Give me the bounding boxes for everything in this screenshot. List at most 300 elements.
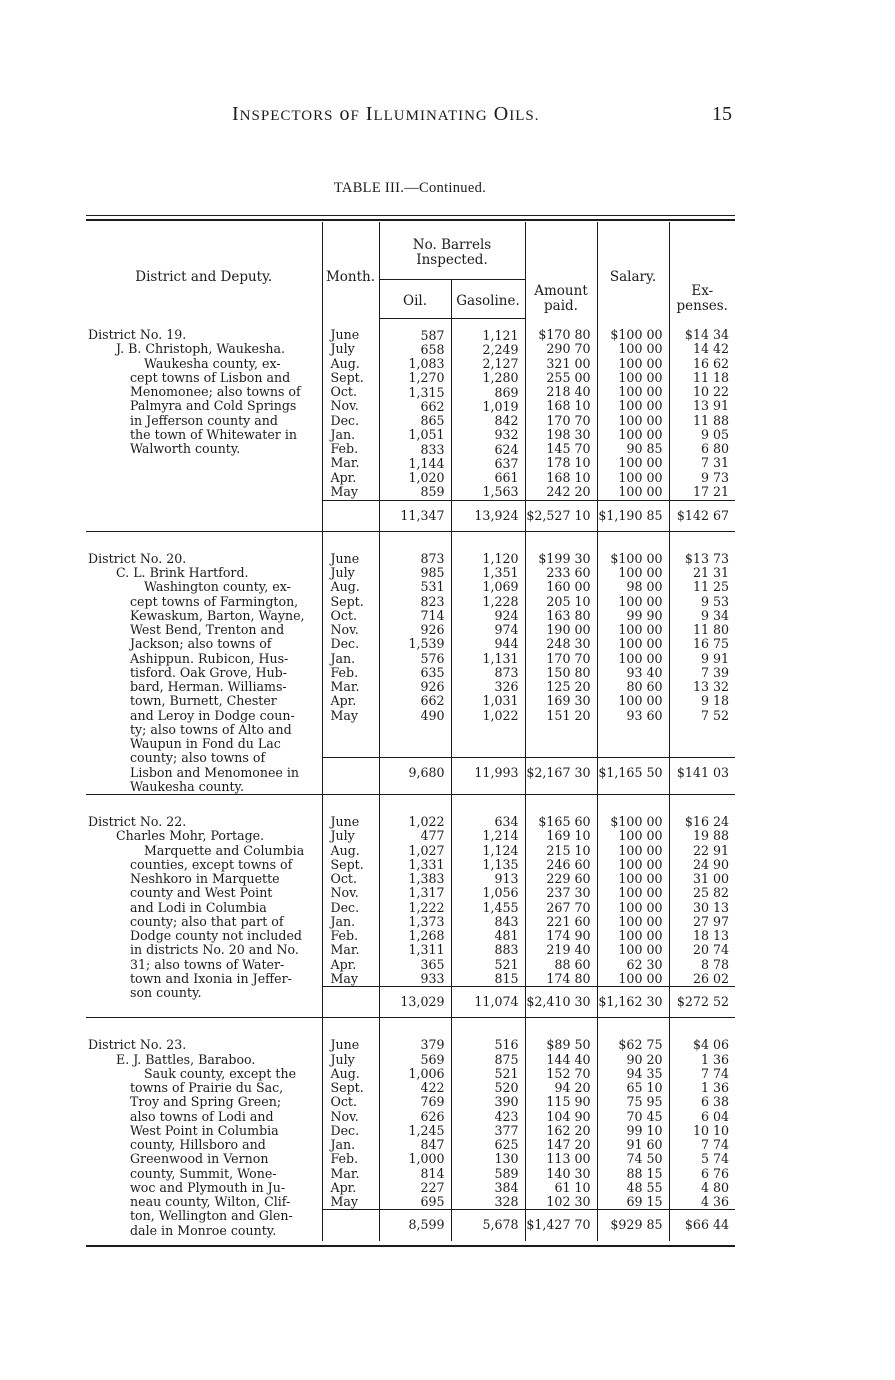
- salary-value: 94 35: [626, 1065, 663, 1081]
- month-label: Apr.: [330, 956, 357, 972]
- month-label: Jan.: [330, 1137, 356, 1152]
- table-top-rule: [86, 215, 735, 216]
- amount-value: $170 80: [538, 327, 591, 342]
- separator-cell: [597, 795, 669, 806]
- territory-line: ty; also towns of Alto and: [130, 721, 292, 737]
- gasoline-value: 1,069: [482, 579, 519, 595]
- expenses-value: 4 80: [700, 1179, 729, 1195]
- month-label: Nov.: [330, 622, 359, 637]
- expenses-total: $141 03: [669, 757, 735, 794]
- amount-value: 102 30: [546, 1194, 591, 1209]
- separator-cell: [669, 795, 735, 806]
- gasoline-value: 1,124: [482, 842, 519, 858]
- month-label: Apr.: [330, 1179, 357, 1195]
- month-label: July: [330, 828, 355, 844]
- amount-value: 140 30: [546, 1165, 591, 1181]
- salary-value: 100 00: [618, 426, 663, 442]
- month-label: Feb.: [330, 664, 359, 680]
- gasoline-value: 974: [494, 622, 519, 637]
- month-label: Dec.: [330, 1122, 360, 1138]
- amount-value: 125 20: [546, 679, 591, 694]
- salary-value: 88 15: [626, 1165, 663, 1181]
- district-block: [86, 1028, 735, 1210]
- salary-value: 48 55: [626, 1179, 663, 1195]
- territory-line: and Lodi in Columbia: [130, 899, 267, 915]
- expenses-value: 9 18: [700, 693, 729, 709]
- oil-value: 1,144: [408, 455, 445, 471]
- salary-value: 100 00: [618, 942, 663, 958]
- expenses-value: 7 31: [700, 455, 729, 471]
- month-label: Nov.: [330, 885, 359, 901]
- salary-value: 100 00: [618, 650, 663, 666]
- district-block: [86, 318, 735, 500]
- salary-value: 100 00: [618, 693, 663, 709]
- col-header-amount: Amount paid.: [525, 222, 597, 318]
- col-header-month: Month.: [322, 222, 379, 318]
- territory-line: cept towns of Farmington,: [130, 593, 299, 609]
- salary-value: 93 60: [626, 707, 663, 723]
- gasoline-value: 661: [494, 470, 519, 485]
- gasoline-value: 624: [494, 441, 519, 457]
- expenses-value: 30 13: [692, 899, 729, 915]
- salary-value: $100 00: [610, 814, 663, 829]
- salary-value: 99 10: [626, 1122, 663, 1138]
- page-number: 15: [712, 103, 732, 125]
- deputy-name: Charles Mohr, Portage.: [116, 828, 265, 844]
- month-label: Sept.: [330, 856, 364, 872]
- oil-total: 11,347: [379, 500, 451, 531]
- month-label: Oct.: [330, 1094, 357, 1110]
- gasoline-value: 2,249: [482, 341, 519, 357]
- oil-value: 662: [420, 693, 445, 709]
- gasoline-value: 913: [494, 871, 519, 886]
- territory-line: county, Summit, Wone-: [130, 1165, 277, 1181]
- expenses-value: 7 52: [700, 707, 729, 723]
- month-label: Oct.: [330, 871, 357, 886]
- month-label: Dec.: [330, 636, 360, 652]
- separator-cell: [669, 531, 735, 542]
- amount-value: $199 30: [538, 550, 591, 566]
- district-description: [86, 1028, 322, 1240]
- oil-value: 859: [420, 484, 445, 500]
- amount-value: 104 90: [546, 1108, 591, 1124]
- expenses-value: 13 32: [692, 679, 729, 694]
- month-label: Mar.: [330, 942, 360, 958]
- expenses-value: 25 82: [692, 885, 729, 901]
- salary-value: 93 40: [626, 664, 663, 680]
- month-label: Feb.: [330, 441, 359, 456]
- amount-value: 267 70: [546, 899, 591, 915]
- separator-desc: [86, 531, 322, 542]
- month-label: Aug.: [330, 355, 360, 371]
- amount-value: 162 20: [546, 1122, 591, 1138]
- district-description: [86, 805, 322, 1018]
- salary-value: 100 00: [618, 970, 663, 986]
- oil-value: 477: [420, 828, 445, 844]
- amount-value: 163 80: [546, 607, 591, 623]
- territory-line: West Point in Columbia: [130, 1122, 279, 1138]
- amount-value: 160 00: [546, 579, 591, 595]
- amount-value: 178 10: [546, 455, 591, 471]
- salary-value: 98 00: [626, 579, 663, 595]
- territory-line: Kewaskum, Barton, Wayne,: [130, 607, 305, 623]
- separator-cell: [451, 531, 525, 542]
- salary-value: 100 00: [618, 842, 663, 858]
- territory-line: tisford. Oak Grove, Hub-: [130, 664, 287, 680]
- oil-value: 865: [420, 413, 445, 428]
- amount-value: 169 30: [546, 693, 591, 709]
- month-label: Jan.: [330, 650, 356, 666]
- amount-value: 113 00: [546, 1151, 591, 1167]
- col-header-gasoline: Gasoline.: [451, 279, 525, 318]
- month-label: Jan.: [330, 913, 356, 929]
- description-text: [86, 552, 322, 794]
- month-label: June: [330, 550, 360, 566]
- gasoline-value: 1,280: [482, 370, 519, 386]
- gasoline-value: 377: [494, 1122, 519, 1138]
- expenses-value: 11 80: [692, 622, 729, 637]
- salary-value: 62 30: [626, 956, 663, 972]
- territory-line: Ashippun. Rubicon, Hus-: [130, 650, 289, 666]
- oil-value: 814: [420, 1165, 445, 1181]
- salary-total: $929 85: [597, 1210, 669, 1241]
- district-separator: [86, 531, 735, 542]
- gasoline-value: 384: [494, 1179, 519, 1195]
- amount-total: $2,410 30: [525, 987, 597, 1018]
- expenses-value: 16 75: [692, 636, 729, 652]
- month-label: May: [330, 483, 359, 499]
- amount-total: $1,427 70: [525, 1210, 597, 1241]
- oil-value: 695: [420, 1194, 445, 1209]
- amount-value: 170 70: [546, 412, 591, 428]
- amount-value: 233 60: [546, 565, 591, 580]
- expenses-value: 19 88: [692, 828, 729, 844]
- amount-value: 174 90: [546, 928, 591, 943]
- gasoline-values: [451, 318, 525, 500]
- month-label: June: [330, 1037, 360, 1053]
- separator-desc: [86, 795, 322, 806]
- gasoline-value: 1,056: [482, 885, 519, 901]
- salary-value: 100 00: [618, 871, 663, 886]
- amount-values: [525, 1028, 597, 1210]
- month-label: Mar.: [330, 1165, 360, 1181]
- gasoline-value: 1,563: [482, 484, 519, 500]
- month-label: Feb.: [330, 928, 359, 943]
- page-running-title: INSPECTORS oF ILLUMINATING OILS.: [232, 103, 540, 125]
- gasoline-values: [451, 805, 525, 987]
- oil-value: 569: [420, 1051, 445, 1067]
- col-header-district: District and Deputy.: [135, 268, 273, 285]
- amount-value: 290 70: [546, 341, 591, 357]
- salary-values: [597, 1028, 669, 1210]
- gasoline-value: 815: [494, 970, 519, 986]
- territory-line: town and Ixonia in Jeffer-: [130, 970, 292, 986]
- gasoline-value: 2,127: [482, 356, 519, 371]
- oil-value: 1,315: [408, 384, 445, 400]
- month-label: Nov.: [330, 1108, 359, 1124]
- territory-line: Palmyra and Cold Springs: [130, 398, 297, 414]
- oil-value: 1,022: [408, 814, 445, 829]
- month-label: July: [330, 1051, 355, 1067]
- gasoline-value: 1,214: [482, 828, 519, 844]
- month-label: Sept.: [330, 593, 364, 609]
- salary-value: 90 85: [626, 441, 663, 456]
- salary-values: [597, 542, 669, 758]
- oil-value: 1,020: [408, 470, 445, 485]
- district-number: District No. 23.: [88, 1037, 187, 1053]
- gasoline-value: 521: [494, 1065, 519, 1081]
- oil-values: [379, 1028, 451, 1210]
- territory-line: dale in Monroe county.: [130, 1222, 277, 1238]
- gasoline-value: 328: [494, 1194, 519, 1209]
- month-label: May: [330, 707, 359, 723]
- expenses-values: [669, 805, 735, 987]
- territory-line: son county.: [130, 985, 202, 1000]
- month-label: Dec.: [330, 412, 360, 428]
- amount-total: $2,167 30: [525, 757, 597, 794]
- oil-value: 1,000: [408, 1151, 445, 1167]
- description-text: [86, 815, 322, 1000]
- salary-total: $1,162 30: [597, 987, 669, 1018]
- separator-cell: [597, 1018, 669, 1029]
- salary-value: 90 20: [626, 1051, 663, 1067]
- separator-cell: [525, 795, 597, 806]
- totals-month-blank: [322, 987, 379, 1018]
- territory-line: Waukesha county.: [130, 778, 245, 794]
- oil-value: 926: [420, 679, 445, 694]
- deputy-name: E. J. Battles, Baraboo.: [116, 1051, 256, 1067]
- amount-value: 205 10: [546, 593, 591, 609]
- salary-value: 100 00: [618, 398, 663, 414]
- salary-value: 91 60: [626, 1137, 663, 1152]
- month-label: May: [330, 1194, 359, 1209]
- territory-line: 31; also towns of Water-: [130, 956, 285, 972]
- separator-cell: [322, 531, 379, 542]
- amount-value: 115 90: [546, 1094, 591, 1110]
- expenses-value: 9 05: [700, 426, 729, 442]
- expenses-value: 10 22: [692, 384, 729, 399]
- month-label: Nov.: [330, 398, 359, 414]
- separator-cell: [525, 531, 597, 542]
- oil-value: 1,268: [408, 928, 445, 943]
- amount-value: 152 70: [546, 1065, 591, 1081]
- salary-value: 100 00: [618, 913, 663, 929]
- month-label: May: [330, 970, 359, 986]
- oil-value: 1,245: [408, 1122, 445, 1138]
- separator-cell: [451, 1018, 525, 1029]
- expenses-total: $66 44: [669, 1210, 735, 1241]
- gasoline-value: 390: [494, 1094, 519, 1110]
- oil-value: 1,051: [408, 427, 445, 443]
- oil-value: 833: [420, 441, 445, 457]
- table-top-rule-thick: [86, 219, 735, 221]
- district-block: [86, 542, 735, 758]
- expenses-value: 9 34: [700, 607, 729, 623]
- district-description: [86, 318, 322, 531]
- amount-value: 94 20: [554, 1080, 591, 1095]
- amount-value: 255 00: [546, 369, 591, 385]
- description-text: [86, 1038, 322, 1238]
- expenses-value: 6 04: [700, 1108, 729, 1124]
- expenses-value: 27 97: [692, 913, 729, 929]
- oil-value: 635: [420, 664, 445, 680]
- gasoline-value: 843: [494, 913, 519, 929]
- oil-value: 926: [420, 622, 445, 637]
- month-label: July: [330, 565, 355, 580]
- oil-value: 1,317: [408, 885, 445, 901]
- expenses-value: 1 36: [700, 1080, 729, 1095]
- salary-value: 100 00: [618, 469, 663, 485]
- salary-value: 100 00: [618, 483, 663, 499]
- oil-value: 933: [420, 970, 445, 986]
- salary-value: $100 00: [610, 550, 663, 566]
- expenses-value: 1 36: [700, 1051, 729, 1067]
- gasoline-total: 13,924: [451, 500, 525, 531]
- oil-value: 658: [420, 341, 445, 357]
- oil-values: [379, 805, 451, 987]
- amount-total: $2,527 10: [525, 500, 597, 531]
- gasoline-value: 1,120: [482, 550, 519, 566]
- amount-value: 229 60: [546, 871, 591, 886]
- month-label: Aug.: [330, 579, 360, 595]
- salary-value: 100 00: [618, 899, 663, 915]
- amount-value: 169 10: [546, 828, 591, 844]
- col-header-barrels-group: No. Barrels Inspected.: [379, 222, 525, 279]
- expenses-value: 7 39: [700, 664, 729, 680]
- oil-value: 1,027: [408, 842, 445, 858]
- salary-value: 100 00: [618, 622, 663, 637]
- oil-value: 662: [420, 398, 445, 414]
- expenses-value: 11 25: [692, 579, 729, 595]
- oil-value: 847: [420, 1137, 445, 1152]
- territory-line: towns of Prairie du Sac,: [130, 1080, 284, 1095]
- amount-values: [525, 805, 597, 987]
- amount-value: 237 30: [546, 885, 591, 901]
- gasoline-value: 1,019: [482, 398, 519, 414]
- month-label: Apr.: [330, 469, 357, 485]
- col-header-salary: Salary.: [597, 222, 669, 318]
- oil-value: 1,539: [408, 636, 445, 652]
- deputy-name: J. B. Christoph, Waukesha.: [116, 341, 286, 357]
- oil-value: 626: [420, 1108, 445, 1124]
- territory-line: the town of Whitewater in: [130, 426, 297, 442]
- amount-value: 61 10: [554, 1179, 591, 1195]
- gasoline-value: 634: [494, 814, 519, 829]
- expenses-value: 6 80: [700, 441, 729, 456]
- gasoline-value: 875: [494, 1051, 519, 1067]
- separator-cell: [322, 795, 379, 806]
- gasoline-value: 520: [494, 1080, 519, 1095]
- amount-value: 321 00: [546, 355, 591, 371]
- expenses-value: 24 90: [692, 856, 729, 872]
- month-label: June: [330, 814, 360, 829]
- territory-line: in districts No. 20 and No.: [130, 942, 299, 958]
- amount-value: 170 70: [546, 650, 591, 666]
- salary-value: 100 00: [618, 928, 663, 943]
- territory-line: Menomonee; also towns of: [130, 384, 301, 399]
- col-header-expenses: Ex- penses.: [669, 222, 735, 318]
- amount-value: 248 30: [546, 636, 591, 652]
- salary-value: 100 00: [618, 369, 663, 385]
- expenses-value: 5 74: [700, 1151, 729, 1167]
- oil-value: 422: [420, 1080, 445, 1095]
- separator-cell: [451, 795, 525, 806]
- separator-cell: [322, 1018, 379, 1029]
- district-block: [86, 805, 735, 987]
- district-separator: [86, 1018, 735, 1029]
- territory-line: in Jefferson county and: [130, 412, 278, 428]
- salary-value: 100 00: [618, 412, 663, 428]
- expenses-value: 17 21: [692, 483, 729, 499]
- month-label: Feb.: [330, 1151, 359, 1167]
- totals-month-blank: [322, 1210, 379, 1241]
- oil-value: 714: [420, 607, 445, 623]
- month-label: Jan.: [330, 426, 356, 442]
- month-label: Dec.: [330, 899, 360, 915]
- district-number: District No. 19.: [88, 327, 187, 342]
- oil-value: 365: [420, 956, 445, 972]
- oil-value: 1,083: [408, 356, 445, 371]
- territory-line: cept towns of Lisbon and: [130, 369, 291, 385]
- expenses-value: 7 74: [700, 1065, 729, 1081]
- amount-value: 168 10: [546, 469, 591, 485]
- expenses-value: $13 73: [684, 550, 729, 566]
- oil-value: 873: [420, 550, 445, 566]
- salary-value: 100 00: [618, 593, 663, 609]
- salary-value: 100 00: [618, 856, 663, 872]
- territory-line: county and West Point: [130, 885, 273, 901]
- oil-value: 587: [420, 327, 445, 343]
- expenses-value: 16 62: [692, 355, 729, 371]
- salary-value: 99 90: [626, 607, 663, 623]
- gasoline-value: 1,135: [482, 856, 519, 872]
- col-header-oil: Oil.: [379, 279, 451, 318]
- amount-value: 215 10: [546, 842, 591, 858]
- amount-value: 88 60: [554, 956, 591, 972]
- oil-total: 13,029: [379, 987, 451, 1018]
- oil-value: 576: [420, 650, 445, 666]
- separator-desc: [86, 1018, 322, 1029]
- oil-value: 1,270: [408, 370, 445, 386]
- amount-values: [525, 542, 597, 758]
- amount-value: $165 60: [538, 814, 591, 829]
- amount-value: 190 00: [546, 622, 591, 637]
- district-separator: [86, 795, 735, 806]
- territory-line: bard, Herman. Williams-: [130, 679, 287, 694]
- expenses-value: 26 02: [692, 970, 729, 986]
- separator-cell: [525, 1018, 597, 1029]
- amount-value: $89 50: [546, 1037, 591, 1053]
- oil-value: 985: [420, 565, 445, 580]
- expenses-value: 11 88: [692, 412, 729, 428]
- oil-value: 531: [420, 579, 445, 595]
- expenses-total: $142 67: [669, 500, 735, 531]
- gasoline-value: 521: [494, 956, 519, 972]
- salary-value: 100 00: [618, 636, 663, 652]
- expenses-values: [669, 1028, 735, 1210]
- salary-value: 100 00: [618, 384, 663, 399]
- oil-value: 379: [420, 1037, 445, 1053]
- salary-value: 100 00: [618, 565, 663, 580]
- salary-value: 74 50: [626, 1151, 663, 1167]
- month-label: July: [330, 341, 355, 357]
- expenses-value: 22 91: [692, 842, 729, 858]
- expenses-values: [669, 542, 735, 758]
- table-bottom-rule: [86, 1245, 735, 1247]
- expenses-value: 14 42: [692, 341, 729, 357]
- expenses-value: $14 34: [684, 327, 729, 342]
- gasoline-value: 924: [494, 607, 519, 623]
